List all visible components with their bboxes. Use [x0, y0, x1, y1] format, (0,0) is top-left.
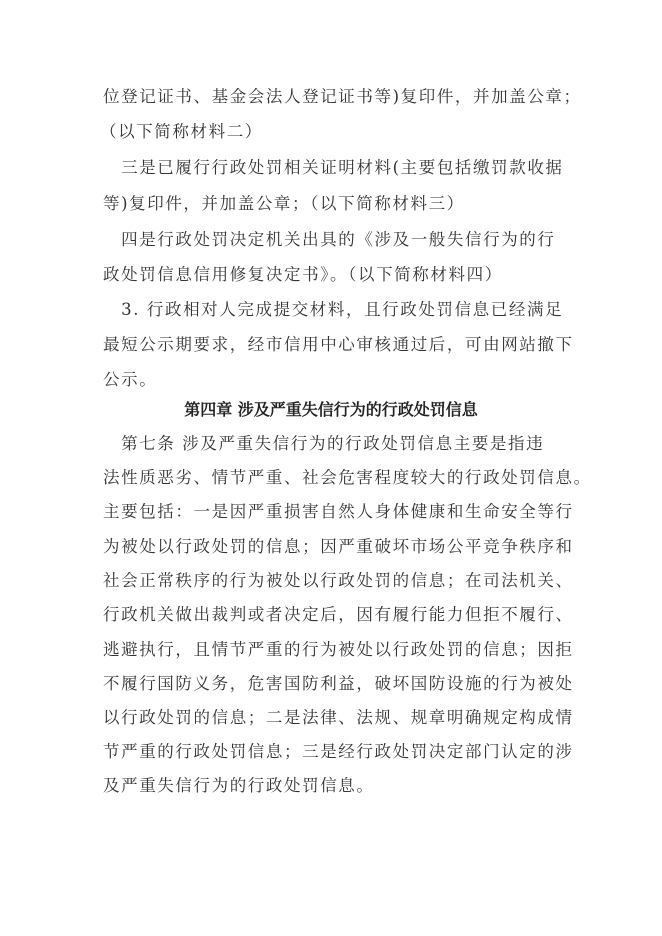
- paragraph-line: 社会正常秩序的行为被处以行政处罚的信息；在司法机关、: [103, 571, 574, 590]
- paragraph-line: 不履行国防义务，危害国防利益，破坏国防设施的行为被处: [103, 674, 574, 693]
- chapter-heading: 第四章 涉及严重失信行为的行政处罚信息: [184, 400, 478, 419]
- paragraph-line: 节严重的行政处罚信息；三是经行政处罚决定部门认定的涉: [103, 742, 574, 761]
- paragraph-line: 第七条 涉及严重失信行为的行政处罚信息主要是指违: [103, 434, 545, 453]
- paragraph-line: 政处罚信息信用修复决定书》。（以下简称材料四）: [103, 265, 503, 284]
- paragraph-line: 以行政处罚的信息；二是法律、法规、规章明确规定构成情: [103, 708, 574, 727]
- paragraph-line: 四是行政处罚决定机关出具的《涉及一般失信行为的行: [103, 230, 556, 249]
- paragraph-line: （以下简称材料二）: [100, 122, 263, 141]
- paragraph-line: 等)复印件，并加盖公章；（以下简称材料三）: [103, 194, 465, 213]
- paragraph-line: 公示。: [103, 370, 158, 389]
- paragraph-line: 最短公示期要求，经市信用中心审核通过后，可由网站撤下: [103, 335, 574, 354]
- paragraph-line: 及严重失信行为的行政处罚信息。: [103, 776, 375, 795]
- paragraph-line: 位登记证书、基金会法人登记证书等)复印件，并加盖公章；: [103, 87, 582, 106]
- paragraph-line: 逃避执行，且情节严重的行为被处以行政处罚的信息；因拒: [103, 640, 574, 659]
- paragraph-line: 法性质恶劣、情节严重、社会危害程度较大的行政处罚信息。: [103, 468, 592, 487]
- paragraph-line: 三是已履行行政处罚相关证明材料(主要包括缴罚款收据: [103, 158, 564, 177]
- paragraph-line: 为被处以行政处罚的信息；因严重破坏市场公平竞争秩序和: [103, 537, 574, 556]
- paragraph-line: 3. 行政相对人完成提交材料，且行政处罚信息已经满足: [103, 300, 564, 319]
- paragraph-line: 行政机关做出裁判或者决定后，因有履行能力但拒不履行、: [103, 605, 574, 624]
- paragraph-line: 主要包括：一是因严重损害自然人身体健康和生命安全等行: [103, 502, 574, 521]
